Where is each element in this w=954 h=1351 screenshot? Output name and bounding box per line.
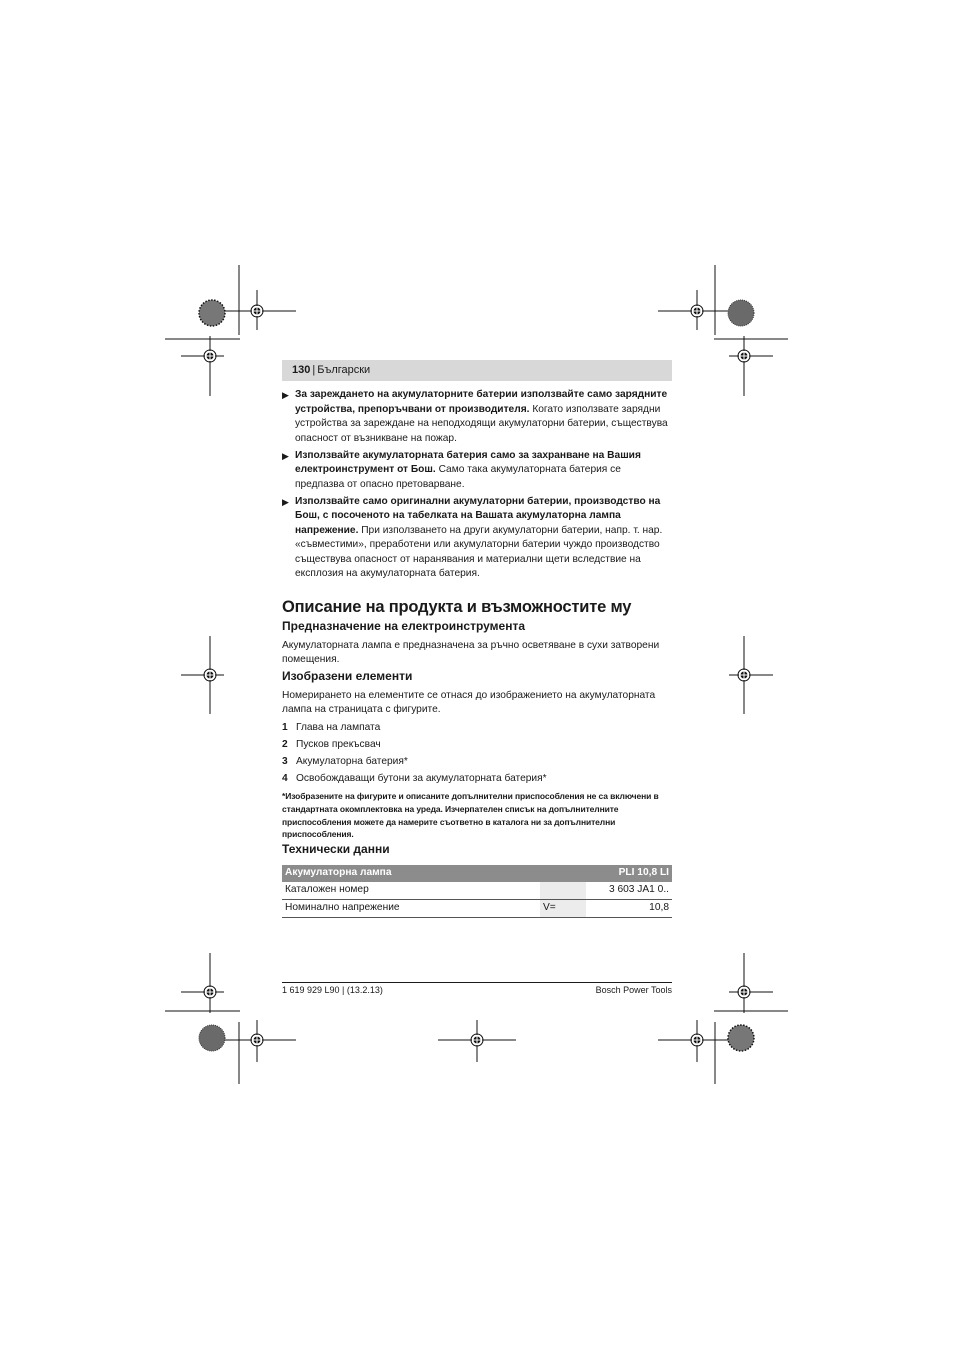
purpose-heading: Предназначение на електроинструмента [282,618,525,633]
bullet-bold-text: За зареждането на акумулаторните батерии използвайте само зарядните устройства, препоръчвани от производителя. [295,389,668,415]
purpose-text: Акумулаторната лампа е предназначена за ръчно осветяване в сухи затворени помещения. [282,639,660,665]
page-header [282,360,672,381]
accessories-footnote: *Изобразените на фигурите и описаните допълнителни приспособления не са включени в стандартната окомплектовка на уреда. Изчерпателен списък на допълнителните приспособления можете да намерите съответно в каталога ни за допълнителни приспособления. [282,791,659,840]
safety-bullet [282,388,672,446]
components-intro: Номерирането на елементите се отнася до изображението на акумулаторната лампа на страницата с фигурите. [282,689,656,715]
row-label: Каталожен номер [282,882,540,900]
row-unit: V= [540,900,586,918]
bullet-bold-text: Използвайте само оригинални акумулаторни батерии, производство на Бош, с посоченото на табелката на Вашата акумулаторна лампа напрежение. [295,495,661,536]
list-item: 3 Акумулаторна батерия* [282,755,408,767]
table-header-model: PLI 10,8 LI [586,865,672,882]
row-label: Номинално напрежение [282,900,540,918]
section-title: Описание на продукта и възможностите му [282,597,632,616]
tech-heading: Технически данни [282,842,390,857]
table-header-row [282,865,672,882]
row-value: 10,8 [586,900,672,918]
components-list [282,721,672,787]
footer-brand: Bosch Power Tools [595,985,672,995]
table-row [282,882,672,900]
list-item: 4 Освобождаващи бутони за акумулаторната батерия* [282,772,547,784]
row-value: 3 603 JA1 0.. [586,882,672,900]
list-item: 1 Глава на лампата [282,721,381,733]
bullet-triangle-icon: ▶ [282,450,289,461]
tech-data-table [282,865,672,918]
header-separator: | [312,364,316,376]
bullet-text: При използването на други акумулаторни батерии, напр. т. нар. «съвместими», преработени или акумулаторни батерии чуждо производство съществува опасност от наранявания и материални щети вследствие на експлозия на акумулаторната батерия. [295,524,663,579]
footer-doc-number: 1 619 929 L90 | (13.2.13) [282,985,383,995]
bullet-bold-text: Използвайте акумулаторната батерия само за захранване на Вашия електроинструмент от Бош. [295,449,641,475]
bullet-text: Когато използвате зарядни устройства за зареждане на неподходящи акумулаторни батерии, съществува опасност от възникване на пожар. [295,403,668,444]
bullet-triangle-icon: ▶ [282,390,289,400]
bullet-text: Само така акумулаторната батерия се предпазва от опасно претоварване. [295,464,621,490]
row-unit [540,882,586,900]
table-header-label: Акумулаторна лампа [282,865,586,882]
page-number: 130 [292,364,311,376]
safety-bullet [282,495,672,582]
components-heading: Изобразени елементи [282,668,413,683]
footer-divider [282,982,672,983]
bullet-triangle-icon: ▶ [282,496,289,507]
table-row [282,900,672,918]
page-content [282,388,672,918]
safety-bullet [282,449,672,493]
language-label: Български [317,364,371,376]
list-item: 2 Пусков прекъсвач [282,738,381,750]
